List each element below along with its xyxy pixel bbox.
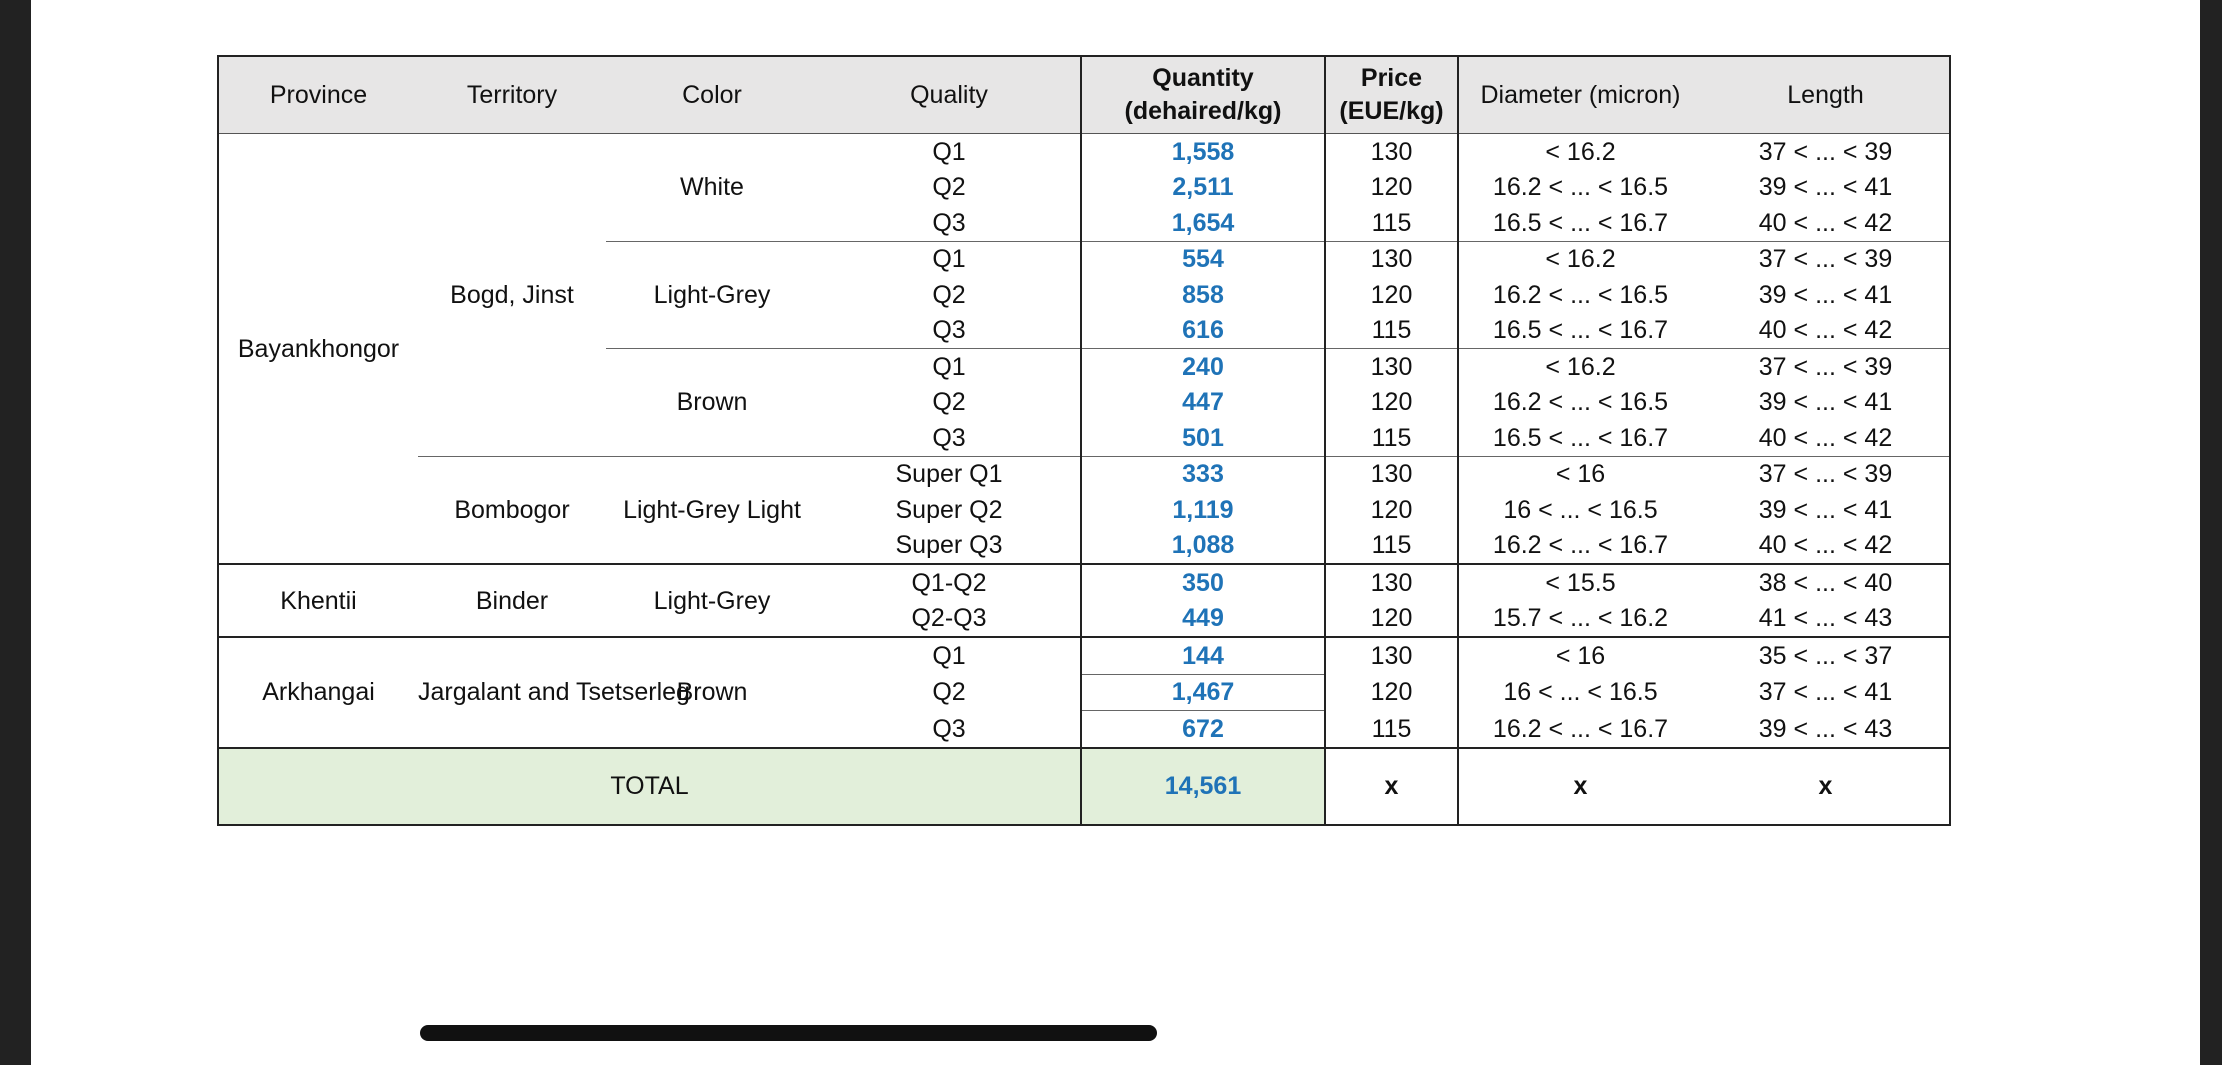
price-cell: 130 (1325, 241, 1458, 277)
quality-cell: Q1 (818, 241, 1081, 277)
quantity-cell: 1,467 (1081, 674, 1325, 711)
price-cell: 130 (1325, 134, 1458, 170)
quality-cell: Q3 (932, 714, 966, 743)
diameter-cell: < 16.2 (1458, 134, 1702, 170)
length-cell: 39 < ... < 43 (1758, 714, 1893, 743)
home-indicator-bar[interactable] (420, 1025, 1157, 1041)
total-label: TOTAL (218, 748, 1081, 825)
quantity-cell: 144 (1081, 637, 1325, 674)
diameter-cell: 16.2 < ... < 16.7 (1458, 528, 1702, 565)
quality-cell: Q1-Q2 (818, 564, 1081, 601)
color-cell: Brown (606, 637, 818, 748)
header-diameter: Diameter (micron) (1458, 56, 1702, 134)
length-cell: 37 < ... < 39 (1702, 456, 1950, 492)
price-cell: 120 (1325, 385, 1458, 421)
total-price: x (1325, 748, 1458, 825)
quantity-cell: 858 (1081, 277, 1325, 313)
quality-cell: Q2 (932, 173, 966, 202)
length-cell: 37 < ... < 39 (1702, 241, 1950, 277)
length-cell: 40 < ... < 42 (1758, 423, 1893, 452)
total-length: x (1702, 748, 1950, 825)
quantity-cell: 1,558 (1081, 134, 1325, 170)
price-cell: 120 (1325, 492, 1458, 528)
right-edge-bar (2200, 0, 2222, 1065)
header-territory: Territory (418, 56, 606, 134)
quantity-cell: 449 (1081, 601, 1325, 638)
table-row (218, 134, 1950, 170)
quantity-cell: 1,654 (1081, 205, 1325, 241)
total-diameter: x (1458, 748, 1702, 825)
diameter-cell: < 16 (1458, 637, 1702, 674)
quantity-cell: 554 (1081, 241, 1325, 277)
quantity-cell: 501 (1081, 420, 1325, 456)
length-cell: 37 < ... < 39 (1702, 349, 1950, 385)
table-row (218, 564, 1950, 601)
quantity-cell: 2,511 (1081, 170, 1325, 206)
quantity-cell: 1,088 (1081, 528, 1325, 565)
left-edge-bar (0, 0, 31, 1065)
price-cell: 115 (1325, 313, 1458, 349)
diameter-cell: 16.2 < ... < 16.7 (1458, 711, 1702, 748)
province-cell: Bayankhongor (237, 334, 400, 363)
header-price-line2: (EUE/kg) (1339, 97, 1444, 125)
header-color: Color (606, 56, 818, 134)
total-quantity: 14,561 (1081, 748, 1325, 825)
quantity-cell: 350 (1081, 564, 1325, 601)
price-cell: 120 (1325, 601, 1458, 638)
header-province: Province (218, 56, 418, 134)
table-row (218, 637, 1950, 674)
diameter-cell: 16 < ... < 16.5 (1458, 674, 1702, 711)
length-cell: 37 < ... < 39 (1758, 137, 1893, 166)
quality-cell: Q2-Q3 (911, 604, 987, 633)
header-quality: Quality (818, 56, 1081, 134)
quality-cell: Q1 (818, 134, 1081, 170)
header-length: Length (1702, 56, 1950, 134)
price-cell: 120 (1325, 170, 1458, 206)
header-row (218, 56, 1950, 134)
diameter-cell: 16.5 < ... < 16.7 (1458, 205, 1702, 241)
color-cell: Light-Grey (606, 241, 818, 349)
quantity-cell: 672 (1081, 711, 1325, 748)
price-cell: 120 (1325, 277, 1458, 313)
price-cell: 130 (1325, 456, 1458, 492)
diameter-cell: < 16 (1458, 456, 1702, 492)
diameter-cell: < 15.5 (1458, 564, 1702, 601)
color-cell: Brown (606, 349, 818, 457)
price-cell: 115 (1325, 528, 1458, 565)
length-cell: 40 < ... < 42 (1758, 531, 1893, 560)
color-cell: Light-Grey Light (606, 456, 818, 564)
quantity-cell: 1,119 (1081, 492, 1325, 528)
quality-cell: Q2 (932, 280, 966, 309)
cashmere-quantity-table (217, 55, 1951, 826)
length-cell: 40 < ... < 42 (1758, 208, 1893, 237)
length-cell: 35 < ... < 37 (1702, 637, 1950, 674)
territory-cell: Binder (418, 564, 606, 637)
length-cell: 37 < ... < 41 (1758, 678, 1893, 707)
header-quantity (1081, 56, 1325, 134)
quality-cell: Super Q1 (818, 456, 1081, 492)
length-cell: 41 < ... < 43 (1758, 604, 1893, 633)
quality-cell: Super Q2 (895, 495, 1003, 524)
province-cell: Khentii (218, 564, 418, 637)
length-cell: 39 < ... < 41 (1758, 495, 1893, 524)
diameter-cell: < 16.2 (1458, 241, 1702, 277)
territory-cell: Jargalant and Tsetserleg (418, 637, 606, 748)
diameter-cell: 16.2 < ... < 16.5 (1458, 385, 1702, 421)
price-cell: 130 (1325, 637, 1458, 674)
diameter-cell: 16.2 < ... < 16.5 (1458, 277, 1702, 313)
price-cell: 115 (1325, 711, 1458, 748)
table-row (218, 456, 1950, 492)
diameter-cell: 16 < ... < 16.5 (1458, 492, 1702, 528)
territory-cell: Bogd, Jinst (450, 280, 574, 309)
quality-cell: Q1 (818, 349, 1081, 385)
header-price (1325, 56, 1458, 134)
price-cell: 115 (1325, 420, 1458, 456)
price-cell: 130 (1325, 349, 1458, 385)
price-cell: 130 (1325, 564, 1458, 601)
quantity-cell: 333 (1081, 456, 1325, 492)
quality-cell: Q2 (932, 678, 966, 707)
length-cell: 39 < ... < 41 (1758, 388, 1893, 417)
price-cell: 120 (1325, 674, 1458, 711)
price-cell: 115 (1325, 205, 1458, 241)
length-cell: 39 < ... < 41 (1758, 280, 1893, 309)
quality-cell: Q3 (932, 208, 966, 237)
diameter-cell: 16.5 < ... < 16.7 (1458, 313, 1702, 349)
diameter-cell: 16.2 < ... < 16.5 (1458, 170, 1702, 206)
quality-cell: Q2 (932, 388, 966, 417)
province-cell: Arkhangai (218, 637, 418, 748)
diameter-cell: 16.5 < ... < 16.7 (1458, 420, 1702, 456)
quantity-cell: 447 (1081, 385, 1325, 421)
diameter-cell: < 16.2 (1458, 349, 1702, 385)
color-cell: Light-Grey (606, 564, 818, 637)
header-quantity-line2: (dehaired/kg) (1124, 97, 1282, 125)
quantity-cell: 616 (1081, 313, 1325, 349)
header-price-line1: Price (1360, 64, 1423, 92)
length-cell: 39 < ... < 41 (1758, 173, 1893, 202)
quality-cell: Q1 (818, 637, 1081, 674)
total-row (218, 748, 1950, 825)
quality-cell: Q3 (932, 423, 966, 452)
length-cell: 40 < ... < 42 (1758, 316, 1893, 345)
quality-cell: Super Q3 (895, 531, 1003, 560)
length-cell: 38 < ... < 40 (1702, 564, 1950, 601)
header-quantity-line1: Quantity (1152, 64, 1254, 92)
quality-cell: Q3 (932, 316, 966, 345)
diameter-cell: 15.7 < ... < 16.2 (1458, 601, 1702, 638)
territory-cell: Bombogor (418, 456, 606, 564)
quantity-cell: 240 (1081, 349, 1325, 385)
color-cell: White (680, 173, 744, 202)
